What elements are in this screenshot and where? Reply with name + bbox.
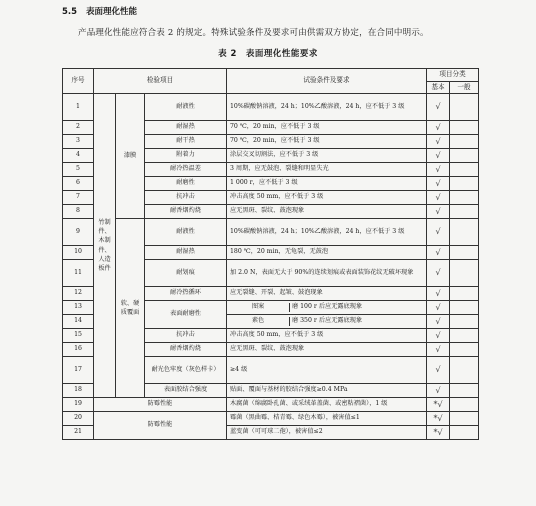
table-row: 13 表面耐磨性 图案 磨 100 r 后应无露底现象 √ <box>63 301 479 315</box>
check-mark: √ <box>427 149 450 163</box>
check-mark: √ <box>427 121 450 135</box>
header-item: 检验项目 <box>94 69 227 94</box>
table-row: 4 附着力 涂层交叉切割法，应不低于 3 级 √ <box>63 149 479 163</box>
table-row: 16 耐香烟灼烧 应无黑斑、裂纹、鼓泡现象 √ <box>63 343 479 357</box>
table-row: 7 抗冲击 冲击高度 50 mm，应不低于 3 级 √ <box>63 191 479 205</box>
check-mark: √ <box>427 260 450 287</box>
check-mark: √ <box>427 191 450 205</box>
check-mark: *√ <box>427 398 450 412</box>
table-row: 17 耐光色牢度（灰色样卡） ≥4 级 √ <box>63 357 479 384</box>
check-mark: √ <box>427 343 450 357</box>
check-mark: *√ <box>427 426 450 440</box>
table-row: 1 竹制件、木制件、人造板件 漆膜 耐液性 10%碳酸钠溶液，24 h；10%乙酸溶液，24 h，应不低于 3 级 √ <box>63 94 479 121</box>
section-heading <box>62 5 137 17</box>
group-wood: 竹制件、木制件、人造板件 <box>94 94 116 398</box>
check-mark: √ <box>427 94 450 121</box>
table-row: 8 耐香烟灼烧 应无黑斑、裂纹、鼓泡现象 √ <box>63 205 479 219</box>
check-mark: √ <box>427 163 450 177</box>
table-row: 12 耐冷热循环 应无裂缝、开裂、起皱、鼓泡现象 √ <box>63 287 479 301</box>
group-soft: 软、硬质覆面 <box>116 219 145 398</box>
check-mark: √ <box>427 287 450 301</box>
section-number: 5.5 <box>62 7 78 17</box>
check-mark: √ <box>427 135 450 149</box>
table-row: 5 耐冷热温差 3 周期，应无鼓泡、裂缝和明显失光 √ <box>63 163 479 177</box>
table-row: 2 耐湿热 70 ℃，20 min，应不低于 3 级 √ <box>63 121 479 135</box>
table-row: 9 软、硬质覆面 耐液性 10%碳酸钠溶液，24 h；10%乙酸溶液，24 h，应不低于 3 级 √ <box>63 219 479 246</box>
group-paint: 漆膜 <box>116 94 145 219</box>
check-mark: √ <box>427 315 450 329</box>
table-row: 21 蓝变菌（可可球二孢），被害值≤2 *√ <box>63 426 479 440</box>
table-row: 3 耐干热 70 ℃，20 min，应不低于 3 级 √ <box>63 135 479 149</box>
table-row: 6 耐磨性 1 000 r，应不低于 3 级 √ <box>63 177 479 191</box>
table-row: 10 耐湿热 180 ℃，20 min，无龟裂，无鼓泡 √ <box>63 246 479 260</box>
table-row: 20 防霉性能 霉菌（黑曲霉、桔青霉、绿色木霉），被害值≤1 *√ <box>63 412 479 426</box>
section-title: 表面理化性能 <box>86 7 138 17</box>
properties-table <box>62 68 479 440</box>
intro-paragraph: 产品理化性能应符合表 2 的规定。特殊试验条件及要求可由供需双方协定，在合同中明示。 <box>78 28 429 38</box>
table-row: 15 抗冲击 冲击高度 50 mm，应不低于 3 级 √ <box>63 329 479 343</box>
check-mark: √ <box>427 219 450 246</box>
check-mark: √ <box>427 205 450 219</box>
check-mark: √ <box>427 384 450 398</box>
header-condition: 试验条件及要求 <box>227 69 427 94</box>
header-basic: 基本 <box>427 82 450 94</box>
check-mark: √ <box>427 177 450 191</box>
table-row: 14 素色 磨 350 r 后应无露底现象 √ <box>63 315 479 329</box>
check-mark: *√ <box>427 412 450 426</box>
header-category: 项目分类 <box>427 69 479 82</box>
check-mark: √ <box>427 357 450 384</box>
table-row: 11 耐划痕 加 2.0 N，表面无大于 90%的连续划痕或表面装饰花纹无破坏现象 √ <box>63 260 479 287</box>
header-seq: 序号 <box>63 69 94 94</box>
table-row: 19 防霉性能 木腐菌（绵腐卧孔菌、或采绒革盖菌、或密粘褶菌），1 级 *√ <box>63 398 479 412</box>
check-mark: √ <box>427 301 450 315</box>
check-mark: √ <box>427 246 450 260</box>
table-caption: 表 2 表面理化性能要求 <box>218 49 318 59</box>
header-general: 一般 <box>450 82 479 94</box>
check-mark: √ <box>427 329 450 343</box>
table-row: 18 表面胶结合强度 贴面、覆面与基材的胶结合强度≥0.4 MPa √ <box>63 384 479 398</box>
